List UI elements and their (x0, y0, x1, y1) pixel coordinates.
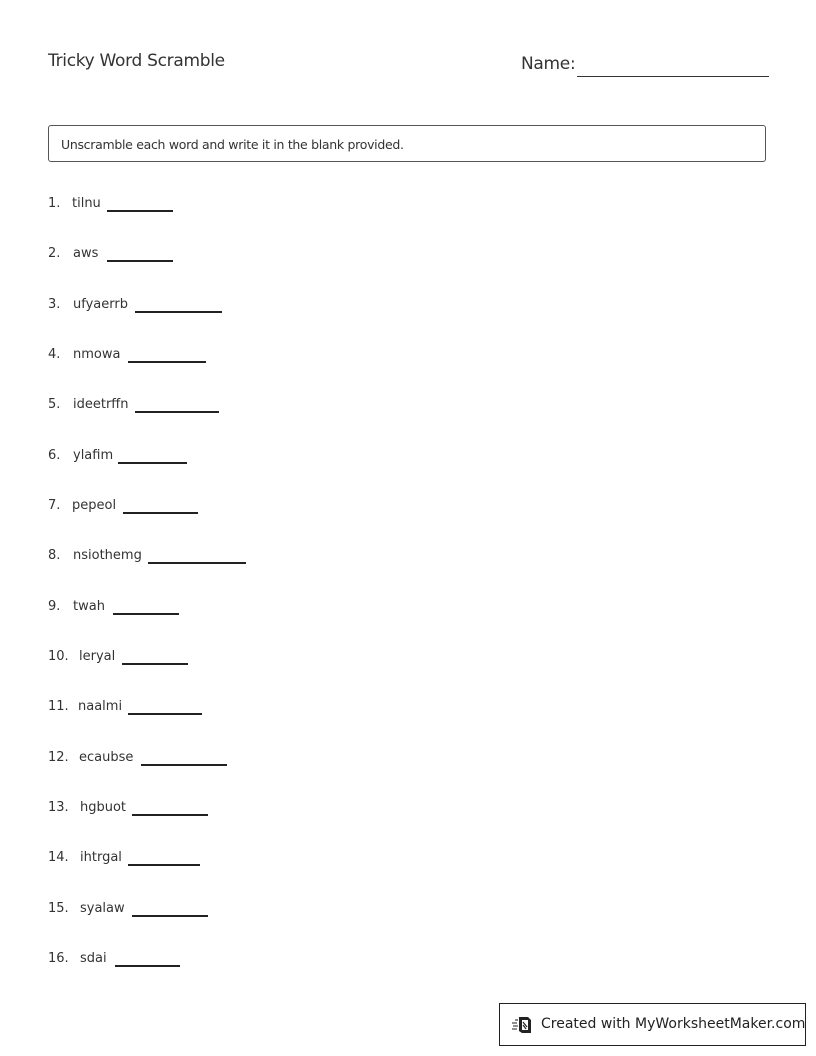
answer-blank (123, 512, 198, 514)
item-number: 13. (48, 800, 69, 815)
item-number: 4. (48, 347, 61, 362)
name-blank-line (577, 76, 769, 77)
scrambled-word: ihtrgal (80, 850, 122, 865)
answer-blank (107, 210, 173, 212)
name-field (521, 54, 769, 78)
answer-blank (115, 965, 180, 967)
answer-blank (122, 663, 188, 665)
answer-blank (132, 915, 208, 917)
item-number: 10. (48, 649, 69, 664)
scrambled-word: pepeol (72, 498, 117, 513)
item-number: 2. (48, 246, 61, 261)
answer-blank (113, 613, 179, 615)
answer-blank (118, 462, 187, 464)
answer-blank (107, 260, 173, 262)
scrambled-word: tilnu (72, 196, 101, 211)
item-number: 9. (48, 599, 61, 614)
answer-blank (128, 864, 200, 866)
scrambled-word: ideetrffn (73, 397, 129, 412)
scrambled-word: leryal (79, 649, 116, 664)
name-label: Name: (521, 54, 576, 74)
scrambled-word: hgbuot (80, 800, 127, 815)
scrambled-word: ufyaerrb (73, 297, 128, 312)
scrambled-word: nmowa (73, 347, 121, 362)
scrambled-word: syalaw (80, 901, 125, 916)
item-number: 8. (48, 548, 61, 563)
worksheet-title: Tricky Word Scramble (48, 51, 225, 71)
item-number: 12. (48, 750, 69, 765)
answer-blank (135, 311, 222, 313)
scrambled-word: nsiothemg (73, 548, 142, 563)
instructions-box (48, 125, 766, 162)
answer-blank (128, 713, 202, 715)
answer-blank (128, 361, 206, 363)
item-number: 15. (48, 901, 69, 916)
instructions-text: Unscramble each word and write it in the blank provided. (61, 137, 404, 152)
answer-blank (141, 764, 227, 766)
item-number: 6. (48, 448, 61, 463)
scrambled-word: naalmi (78, 699, 123, 714)
created-with-badge[interactable] (499, 1003, 806, 1046)
worksheet-maker-logo-icon (512, 1015, 532, 1035)
answer-blank (132, 814, 208, 816)
item-number: 3. (48, 297, 61, 312)
answer-blank (135, 411, 219, 413)
item-number: 1. (48, 196, 61, 211)
created-with-text: Created with MyWorksheetMaker.com (541, 1016, 806, 1032)
scrambled-word: ecaubse (79, 750, 134, 765)
scrambled-word: aws (73, 246, 99, 261)
answer-blank (148, 562, 246, 564)
item-number: 5. (48, 397, 61, 412)
item-number: 11. (48, 699, 69, 714)
item-number: 16. (48, 951, 69, 966)
item-number: 14. (48, 850, 69, 865)
item-number: 7. (48, 498, 61, 513)
scrambled-word: twah (73, 599, 105, 614)
scrambled-word: ylafim (73, 448, 114, 463)
scrambled-word: sdai (80, 951, 107, 966)
